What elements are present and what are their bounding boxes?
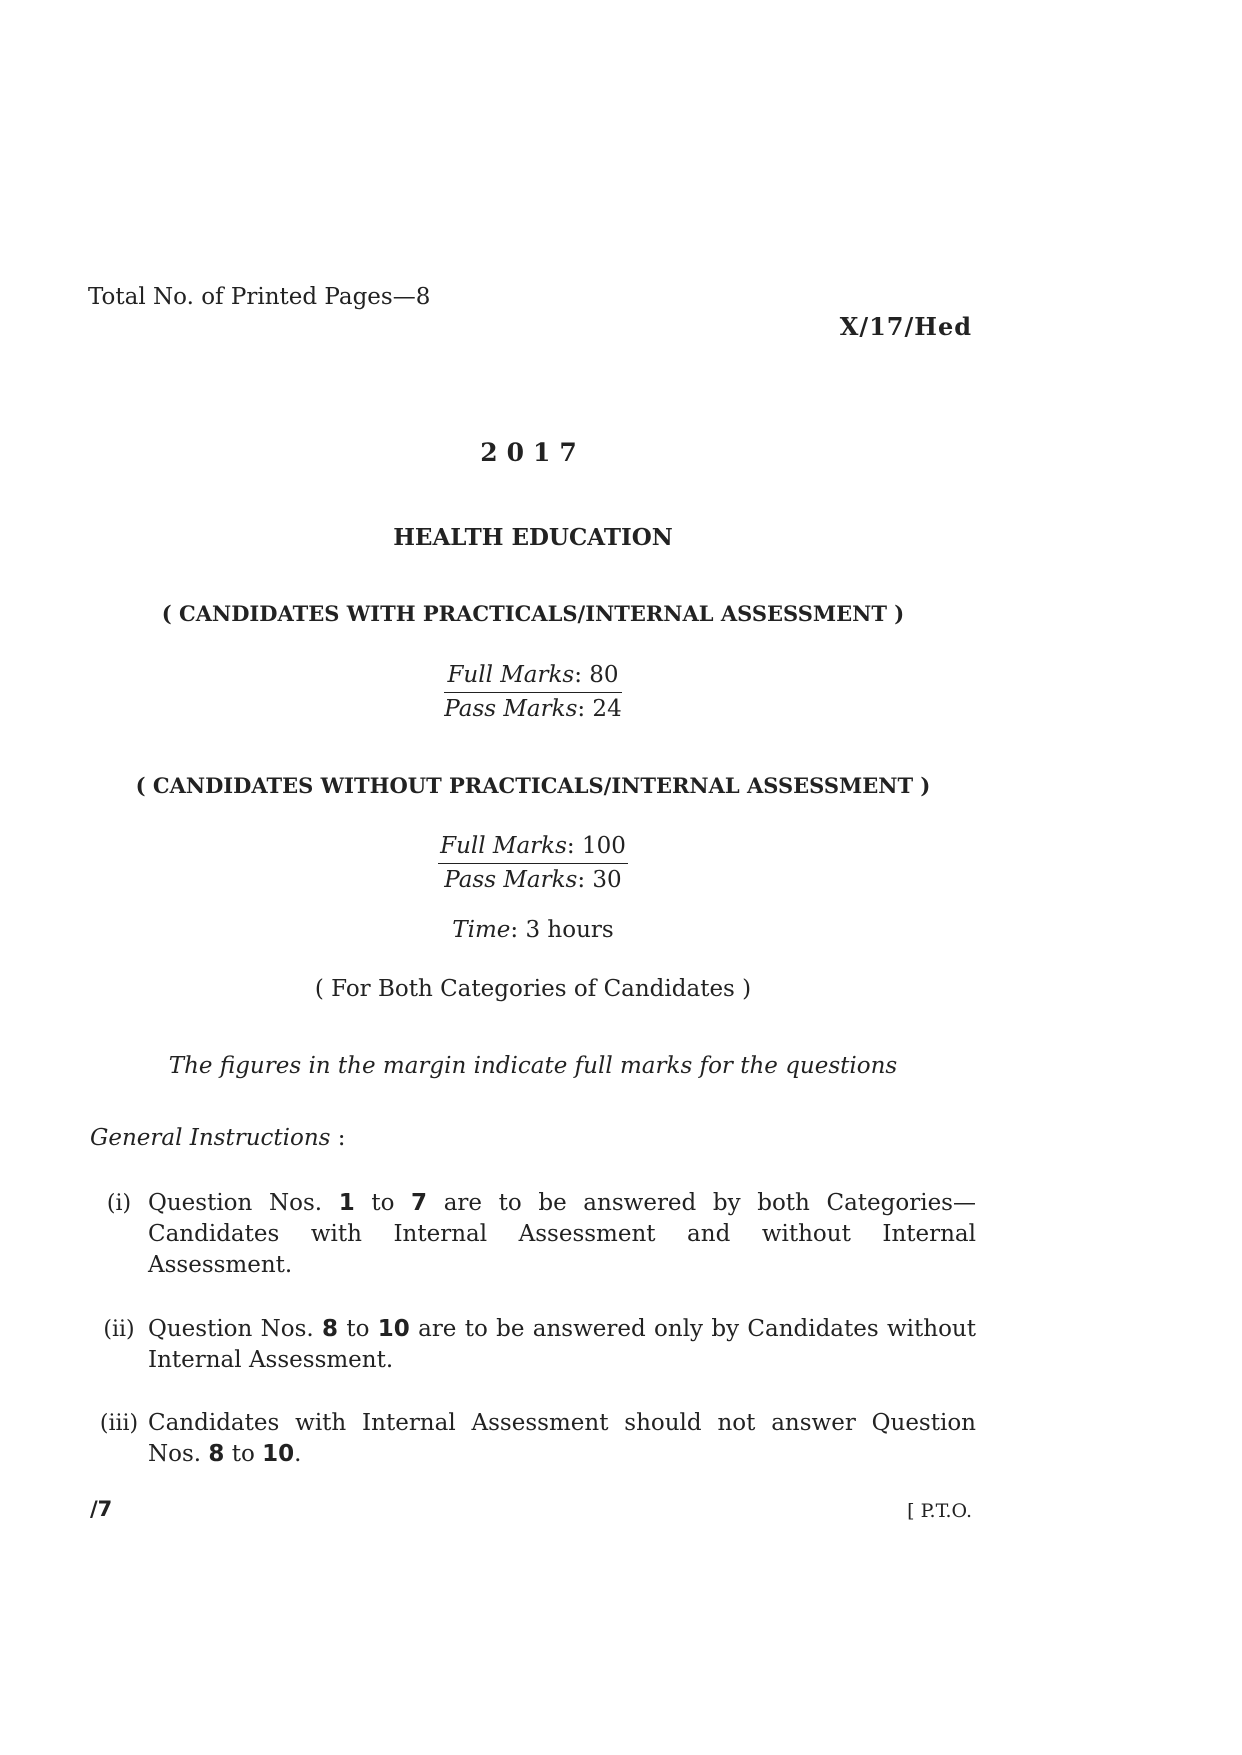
full-marks	[438, 831, 628, 864]
margin-marks-note: The figures in the margin indicate full marks for the questions	[168, 1053, 898, 1079]
general-instructions-label: General Instructions	[90, 1125, 331, 1151]
instruction-text-part: are to be answered by both Categories—Candidates with Internal Assessment and without Internal Assessment.	[148, 1190, 976, 1278]
instruction-number: (iii)	[99, 1411, 139, 1436]
instruction-item	[90, 1188, 976, 1281]
pass-marks	[438, 864, 628, 896]
instruction-text-part: .	[294, 1441, 302, 1467]
both-categories-note: ( For Both Categories of Candidates )	[314, 976, 752, 1002]
time-value: : 3 hours	[510, 917, 614, 943]
printed-pages-count: Total No. of Printed Pages—8	[88, 284, 431, 310]
instruction-text	[148, 1408, 976, 1470]
marks-with-assessment	[0, 660, 1066, 725]
category-with-assessment-title: ( CANDIDATES WITH PRACTICALS/INTERNAL ASSESSMENT )	[161, 601, 905, 626]
paper-code: X/17/Hed	[839, 312, 972, 341]
pass-marks-value: : 24	[577, 696, 622, 722]
full-marks	[444, 660, 621, 693]
instruction-number: (i)	[106, 1191, 132, 1216]
full-marks-value: : 80	[574, 662, 619, 688]
full-marks-label: Full Marks	[447, 662, 575, 688]
page-number: /7	[90, 1497, 113, 1521]
question-number: 1	[338, 1190, 355, 1216]
instruction-text	[148, 1188, 976, 1281]
exam-year: 2017	[480, 438, 586, 467]
pass-marks-label: Pass Marks	[444, 867, 578, 893]
please-turn-over: [ P.T.O.	[907, 1500, 972, 1522]
pass-marks-label: Pass Marks	[444, 696, 578, 722]
marks-fraction	[438, 831, 628, 896]
instruction-text-part: Question Nos.	[148, 1316, 323, 1342]
instruction-text-part: to	[354, 1190, 412, 1216]
pass-marks	[444, 693, 621, 725]
general-instructions-colon: :	[330, 1125, 346, 1151]
instruction-text	[148, 1314, 976, 1376]
full-marks-label: Full Marks	[440, 833, 567, 859]
subject-title: HEALTH EDUCATION	[393, 524, 673, 551]
marks-fraction	[444, 660, 621, 725]
full-marks-value: : 100	[566, 833, 626, 859]
instruction-item	[90, 1314, 976, 1376]
instruction-text-part: Candidates with Internal Assessment should not answer Question Nos.	[148, 1410, 976, 1467]
instruction-text-part: to	[338, 1316, 378, 1342]
question-number: 10	[377, 1316, 410, 1342]
instruction-text-part: Question Nos.	[148, 1190, 339, 1216]
category-without-assessment-title: ( CANDIDATES WITHOUT PRACTICALS/INTERNAL ASSESSMENT )	[135, 773, 931, 798]
question-number: 8	[208, 1441, 225, 1467]
question-number: 10	[262, 1441, 295, 1467]
instruction-text-part: are to be answered only by Candidates without Internal Assessment.	[148, 1316, 976, 1373]
exam-time	[0, 917, 1066, 943]
instruction-item	[90, 1408, 976, 1470]
instruction-text-part: to	[224, 1441, 263, 1467]
marks-without-assessment	[0, 831, 1066, 896]
time-label: Time	[452, 917, 511, 943]
general-instructions-heading	[90, 1125, 346, 1151]
question-number: 8	[322, 1316, 339, 1342]
instruction-number: (ii)	[103, 1317, 135, 1342]
pass-marks-value: : 30	[577, 867, 622, 893]
question-number: 7	[411, 1190, 428, 1216]
